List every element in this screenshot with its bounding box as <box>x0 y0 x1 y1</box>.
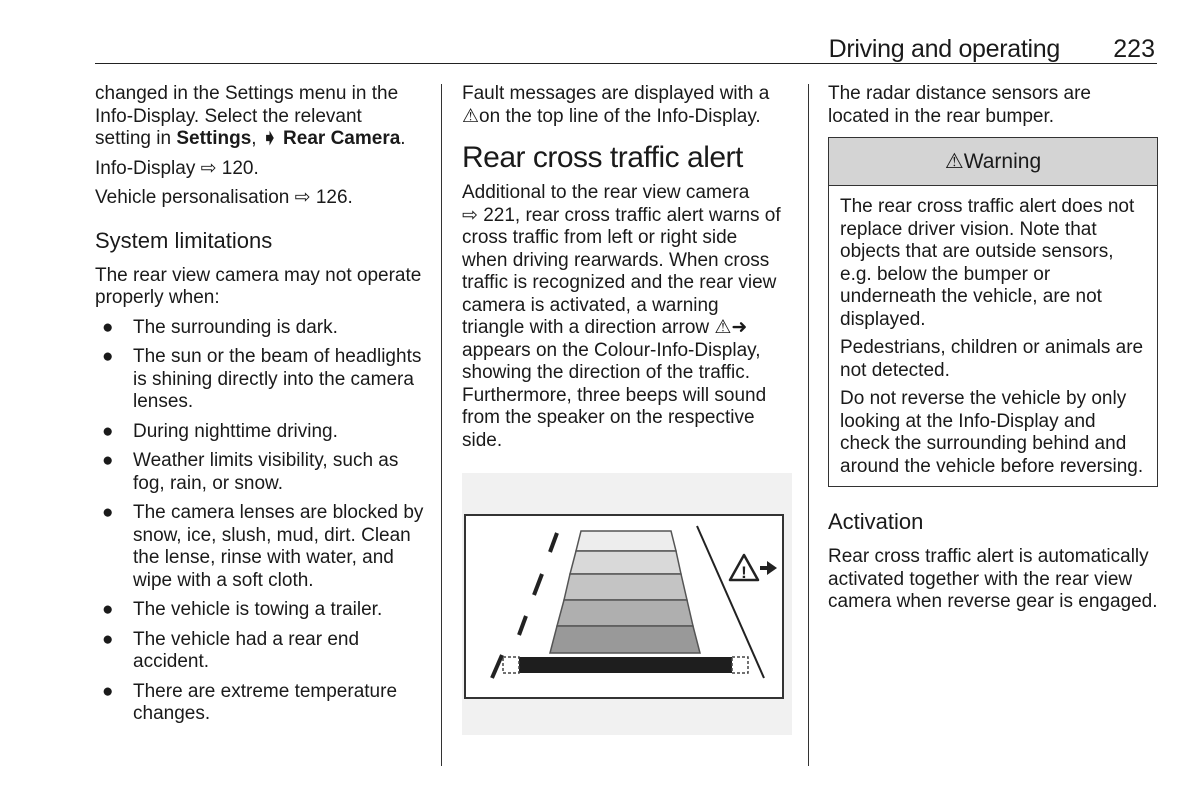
list-item-text: Weather limits visibility, such as fog, rain, or snow. <box>133 450 399 494</box>
bullet-icon: ● <box>102 502 114 523</box>
rcta-line: traffic is recognized and the rear view <box>462 272 777 293</box>
list-item <box>95 450 430 495</box>
settings-menu-name: Settings <box>176 128 252 149</box>
list-item <box>95 681 430 726</box>
intro-prefix: setting in <box>95 128 177 149</box>
rcta-line: Additional to the rear view camera <box>462 182 750 203</box>
list-item <box>95 629 430 674</box>
section-heading-rear-cross-traffic-alert: Rear cross traffic alert <box>462 141 743 174</box>
activation-heading: Activation <box>828 509 924 534</box>
list-item-text: The sun or the beam of headlights is shining directly into the camera lenses. <box>133 346 422 412</box>
warning-paragraph: Do not reverse the vehicle by only looking at the Info-Display and check the surrounding behind and around the vehicle before reversing. <box>840 388 1144 477</box>
fault-line: ⚠on the top line of the Info-Display. <box>462 105 761 127</box>
bumper-bar <box>519 657 732 673</box>
menu-arrow-icon: ➧ <box>261 128 278 149</box>
bullet-icon: ● <box>102 316 114 338</box>
intro-line: Info-Display. Select the relevant <box>95 105 362 127</box>
list-item <box>95 502 430 592</box>
bullet-icon: ● <box>102 680 114 702</box>
rcta-line: cross traffic from left or right side <box>462 227 738 248</box>
list-item-text: The surrounding is dark. <box>133 316 338 338</box>
fault-messages-paragraph <box>462 83 797 128</box>
radar-line: The radar distance sensors are <box>828 83 1091 104</box>
warning-glyph: ! <box>741 563 747 582</box>
bullet-icon: ● <box>102 628 114 650</box>
bullet-icon: ● <box>102 420 114 442</box>
column-right <box>828 83 1158 621</box>
column-middle <box>462 83 797 735</box>
intro-paragraph <box>95 83 430 151</box>
list-item-text: The camera lenses are blocked by snow, ice, slush, mud, dirt. Clean the lense, rinse with water, and wipe with a soft cloth. <box>133 502 424 591</box>
rcta-line: appears on the Colour-Info-Display, <box>462 339 761 361</box>
list-item-text: There are extreme temperature changes. <box>133 680 398 724</box>
warning-paragraph: Pedestrians, children or animals are not detected. <box>840 337 1144 381</box>
guide-band <box>550 626 700 653</box>
list-item <box>95 317 430 340</box>
list-item <box>95 346 430 414</box>
rcta-line: showing the direction of the traffic. <box>462 362 750 383</box>
warning-header: ⚠Warning <box>829 138 1157 186</box>
warning-box <box>828 137 1158 487</box>
list-item <box>95 421 430 444</box>
rcta-line: triangle with a direction arrow ⚠➜ <box>462 317 748 338</box>
guide-band <box>570 551 681 574</box>
intro-line: changed in the Settings menu in the <box>95 83 399 104</box>
rcta-description <box>462 182 797 452</box>
fault-line: Fault messages are displayed with a <box>462 83 770 104</box>
rcta-line: camera is activated, a warning <box>462 294 719 316</box>
rcta-line: when driving rearwards. When cross <box>462 249 770 271</box>
rear-camera-menu-name: Rear Camera <box>277 128 401 149</box>
radar-sensors-paragraph <box>828 83 1158 128</box>
reference-info-display: Info-Display ⇨ 120. <box>95 157 259 179</box>
intro-end: . <box>400 128 406 149</box>
limitations-intro: The rear view camera may not operate properly when: <box>95 264 422 308</box>
column-divider-left <box>441 84 442 766</box>
radar-line: located in the rear bumper. <box>828 105 1055 127</box>
bullet-icon: ● <box>102 346 114 367</box>
rcta-line: Furthermore, three beeps will sound <box>462 384 767 406</box>
limitations-list <box>95 317 430 726</box>
system-limitations-heading: System limitations <box>95 227 273 253</box>
guide-band <box>557 600 693 626</box>
rear-camera-display-svg <box>462 473 792 735</box>
page-number: 223 <box>1113 35 1155 63</box>
list-item-text: The vehicle is towing a trailer. <box>133 599 383 620</box>
bullet-icon: ● <box>102 450 114 471</box>
guide-band <box>564 574 687 600</box>
warning-paragraph: The rear cross traffic alert does not replace driver vision. Note that objects that are outside sensors, e.g. below the bumper or underneath the vehicle, are not displayed. <box>840 196 1135 330</box>
list-item <box>95 599 430 622</box>
list-item-text: The vehicle had a rear end accident. <box>133 628 360 672</box>
intro-separator: , <box>251 128 262 149</box>
column-left <box>95 83 430 733</box>
activation-paragraph: Rear cross traffic alert is automatically activated together with the rear view camera when reverse gear is engaged. <box>828 546 1158 612</box>
guide-band <box>576 531 676 551</box>
warning-body <box>829 186 1157 486</box>
list-item-text: During nighttime driving. <box>133 420 338 442</box>
bullet-icon: ● <box>102 599 114 620</box>
header-title: Driving and operating <box>828 35 1060 63</box>
reference-vehicle-personalisation: Vehicle personalisation ⇨ 126. <box>95 187 353 208</box>
rcta-line: ⇨ 221, rear cross traffic alert warns of <box>462 204 781 226</box>
rcta-line: side. <box>462 429 503 451</box>
rcta-line: from the speaker on the respective <box>462 407 755 428</box>
rear-camera-display-illustration <box>462 473 792 735</box>
column-divider-right <box>808 84 809 766</box>
